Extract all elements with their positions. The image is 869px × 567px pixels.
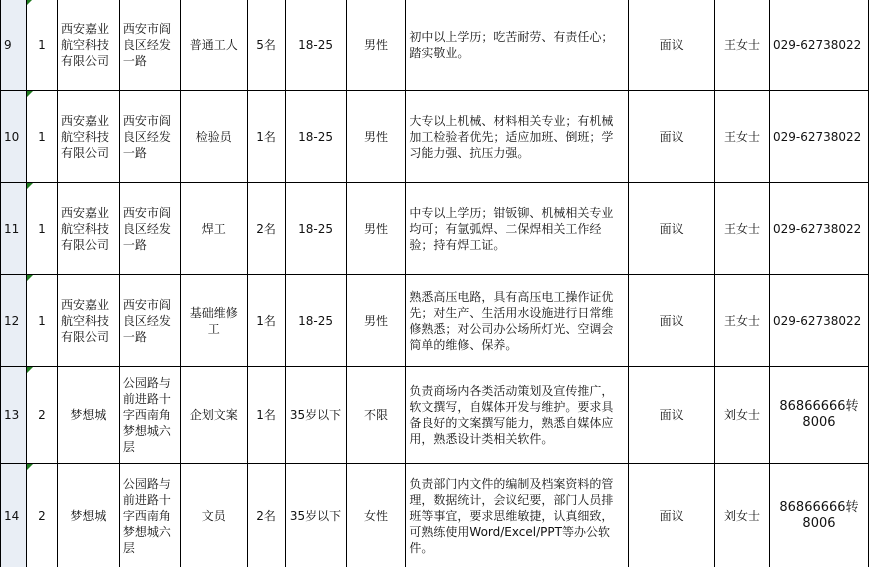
table-row[interactable]: [1, 367, 869, 464]
salary-cell[interactable]: 面议: [629, 275, 715, 367]
salary-cell[interactable]: 面议: [629, 367, 715, 464]
address-cell[interactable]: 公园路与前进路十字西南角梦想城六层: [119, 464, 180, 567]
requirements-cell[interactable]: 初中以上学历；吃苦耐劳、有责任心；踏实敬业。: [406, 0, 629, 91]
position-cell[interactable]: 企划文案: [180, 367, 247, 464]
seq-cell[interactable]: 2: [26, 367, 57, 464]
address-cell[interactable]: 西安市阎良区经发一路: [119, 0, 180, 91]
table-row[interactable]: [1, 91, 869, 183]
row-number[interactable]: 11: [1, 183, 27, 275]
address-cell[interactable]: 西安市阎良区经发一路: [119, 275, 180, 367]
contact-cell[interactable]: 王女士: [715, 0, 770, 91]
seq-cell[interactable]: 2: [26, 464, 57, 567]
company-cell[interactable]: 西安嘉业航空科技有限公司: [57, 91, 119, 183]
phone-cell[interactable]: 029-62738022: [769, 275, 868, 367]
company-cell[interactable]: 梦想城: [57, 464, 119, 567]
salary-cell[interactable]: 面议: [629, 464, 715, 567]
age-cell[interactable]: 18-25: [285, 0, 346, 91]
company-cell[interactable]: 西安嘉业航空科技有限公司: [57, 183, 119, 275]
age-cell[interactable]: 18-25: [285, 91, 346, 183]
headcount-cell[interactable]: 2名: [247, 183, 285, 275]
table-row[interactable]: [1, 183, 869, 275]
age-cell[interactable]: 35岁以下: [285, 464, 346, 567]
requirements-cell[interactable]: 大专以上机械、材料相关专业；有机械加工检验者优先；适应加班、倒班；学习能力强、抗压力强。: [406, 91, 629, 183]
gender-cell[interactable]: 男性: [346, 183, 406, 275]
age-cell[interactable]: 18-25: [285, 275, 346, 367]
salary-cell[interactable]: 面议: [629, 0, 715, 91]
row-number[interactable]: 12: [1, 275, 27, 367]
gender-cell[interactable]: 男性: [346, 275, 406, 367]
gender-cell[interactable]: 男性: [346, 91, 406, 183]
phone-cell[interactable]: 029-62738022: [769, 91, 868, 183]
row-number[interactable]: 10: [1, 91, 27, 183]
headcount-cell[interactable]: 2名: [247, 464, 285, 567]
phone-cell[interactable]: 029-62738022: [769, 183, 868, 275]
table-row[interactable]: [1, 464, 869, 567]
phone-cell[interactable]: 86866666转8006: [769, 464, 868, 567]
requirements-cell[interactable]: 中专以上学历；钳钣铆、机械相关专业均可；有氩弧焊、二保焊相关工作经验；持有焊工证。: [406, 183, 629, 275]
row-number[interactable]: 13: [1, 367, 27, 464]
headcount-cell[interactable]: 1名: [247, 367, 285, 464]
headcount-cell[interactable]: 1名: [247, 91, 285, 183]
seq-cell[interactable]: 1: [26, 91, 57, 183]
gender-cell[interactable]: 男性: [346, 0, 406, 91]
position-cell[interactable]: 焊工: [180, 183, 247, 275]
position-cell[interactable]: 检验员: [180, 91, 247, 183]
requirements-cell[interactable]: 负责商场内各类活动策划及宣传推广，软文撰写，自媒体开发与维护。要求具备良好的文案撰写能力，熟悉自媒体应用，熟悉设计类相关软件。: [406, 367, 629, 464]
salary-cell[interactable]: 面议: [629, 183, 715, 275]
position-cell[interactable]: 普通工人: [180, 0, 247, 91]
contact-cell[interactable]: 王女士: [715, 91, 770, 183]
company-cell[interactable]: 西安嘉业航空科技有限公司: [57, 275, 119, 367]
table-row[interactable]: [1, 275, 869, 367]
gender-cell[interactable]: 不限: [346, 367, 406, 464]
position-cell[interactable]: 文员: [180, 464, 247, 567]
company-cell[interactable]: 西安嘉业航空科技有限公司: [57, 0, 119, 91]
requirements-cell[interactable]: 熟悉高压电路，具有高压电工操作证优先；对生产、生活用水设施进行日常维修熟悉；对公司办公场所灯光、空调会简单的维修、保养。: [406, 275, 629, 367]
age-cell[interactable]: 35岁以下: [285, 367, 346, 464]
row-number[interactable]: 14: [1, 464, 27, 567]
headcount-cell[interactable]: 1名: [247, 275, 285, 367]
address-cell[interactable]: 西安市阎良区经发一路: [119, 91, 180, 183]
contact-cell[interactable]: 刘女士: [715, 367, 770, 464]
seq-cell[interactable]: 1: [26, 183, 57, 275]
contact-cell[interactable]: 王女士: [715, 183, 770, 275]
seq-cell[interactable]: 1: [26, 275, 57, 367]
address-cell[interactable]: 西安市阎良区经发一路: [119, 183, 180, 275]
position-cell[interactable]: 基础维修工: [180, 275, 247, 367]
company-cell[interactable]: 梦想城: [57, 367, 119, 464]
headcount-cell[interactable]: 5名: [247, 0, 285, 91]
salary-cell[interactable]: 面议: [629, 91, 715, 183]
gender-cell[interactable]: 女性: [346, 464, 406, 567]
requirements-cell[interactable]: 负责部门内文件的编制及档案资料的管理，数据统计，会议纪要，部门人员排班等事宜，要求思维敏捷，认真细致，可熟练使用Word/Excel/PPT等办公软件。: [406, 464, 629, 567]
table-row[interactable]: [1, 0, 869, 91]
contact-cell[interactable]: 王女士: [715, 275, 770, 367]
age-cell[interactable]: 18-25: [285, 183, 346, 275]
phone-cell[interactable]: 86866666转8006: [769, 367, 868, 464]
phone-cell[interactable]: 029-62738022: [769, 0, 868, 91]
contact-cell[interactable]: 刘女士: [715, 464, 770, 567]
address-cell[interactable]: 公园路与前进路十字西南角梦想城六层: [119, 367, 180, 464]
seq-cell[interactable]: 1: [26, 0, 57, 91]
row-number[interactable]: 9: [1, 0, 27, 91]
